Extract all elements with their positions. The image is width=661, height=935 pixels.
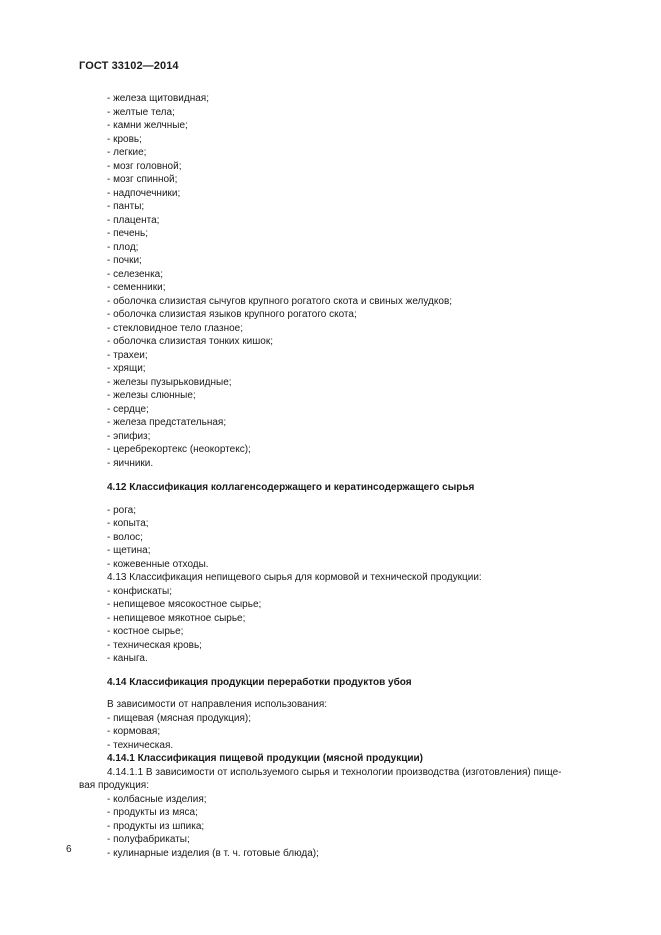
list-item: - эпифиз; (107, 431, 151, 442)
list-item: - полуфабрикаты; (107, 834, 190, 845)
page-number: 6 (66, 844, 72, 855)
list-item: - оболочка слизистая языков крупного рогатого скота; (107, 309, 357, 320)
list-item: - конфискаты; (107, 586, 172, 597)
list-item: - колбасные изделия; (107, 794, 207, 805)
list-item: - семенники; (107, 282, 166, 293)
list-item: - кулинарные изделия (в т. ч. готовые блюда); (107, 848, 319, 859)
list-item: - железы пузырьковидные; (107, 377, 232, 388)
list-item: - печень; (107, 228, 149, 239)
list-item: - плод; (107, 242, 139, 253)
list-item: - оболочка слизистая тонких кишок; (107, 336, 273, 347)
list-item: - селезенка; (107, 269, 164, 280)
section-heading-4-14-1: 4.14.1 Классификация пищевой продукции (мясной продукции) (107, 753, 423, 764)
list-item: - мозг спинной; (107, 174, 178, 185)
list-item: - продукты из мяса; (107, 807, 198, 818)
list-item: - техническая кровь; (107, 640, 202, 651)
list-item: - надпочечники; (107, 188, 181, 199)
list-item: - хрящи; (107, 363, 146, 374)
section-heading-4-13: 4.13 Классификация непищевого сырья для кормовой и технической продукции: (107, 572, 482, 583)
list-item: - сердце; (107, 404, 149, 415)
list-item: - трахеи; (107, 350, 148, 361)
list-item: - железа предстательная; (107, 417, 227, 428)
paragraph: В зависимости от направления использования: (107, 699, 328, 710)
list-item: - продукты из шпика; (107, 821, 205, 832)
list-item: - оболочка слизистая сычугов крупного рогатого скота и свиных желудков; (107, 296, 453, 307)
list-item: - почки; (107, 255, 142, 266)
list-item: - непищевое мякотное сырье; (107, 613, 246, 624)
list-item: - желтые тела; (107, 107, 175, 118)
list-item: - мозг головной; (107, 161, 182, 172)
list-item: - пищевая (мясная продукция); (107, 713, 252, 724)
list-item: - легкие; (107, 147, 147, 158)
list-item: - щетина; (107, 545, 151, 556)
list-item: - яичники. (107, 458, 154, 469)
section-heading-4-12: 4.12 Классификация коллагенсодержащего и кератинсодержащего сырья (107, 482, 475, 493)
list-item: - церебрекортекс (неокортекс); (107, 444, 251, 455)
list-item: - непищевое мясокостное сырье; (107, 599, 262, 610)
list-item: - железы слюнные; (107, 390, 196, 401)
list-item: - рога; (107, 505, 136, 516)
document-header: ГОСТ 33102—2014 (79, 60, 179, 72)
list-item: - кормовая; (107, 726, 161, 737)
list-item: - кожевенные отходы. (107, 559, 209, 570)
section-heading-4-14: 4.14 Классификация продукции переработки продуктов убоя (107, 677, 412, 688)
list-item: - волос; (107, 532, 143, 543)
list-item: - плацента; (107, 215, 160, 226)
list-item: - стекловидное тело глазное; (107, 323, 243, 334)
paragraph-continuation: вая продукция: (79, 780, 149, 791)
list-item: - железа щитовидная; (107, 93, 209, 104)
list-item: - каныга. (107, 653, 148, 664)
list-item: - кровь; (107, 134, 142, 145)
list-item: - костное сырье; (107, 626, 184, 637)
list-item: - камни желчные; (107, 120, 188, 131)
list-item: - техническая. (107, 740, 174, 751)
list-item: - панты; (107, 201, 145, 212)
paragraph: 4.14.1.1 В зависимости от используемого сырья и технологии производства (изготовления) пище- (107, 767, 562, 778)
list-item: - копыта; (107, 518, 149, 529)
